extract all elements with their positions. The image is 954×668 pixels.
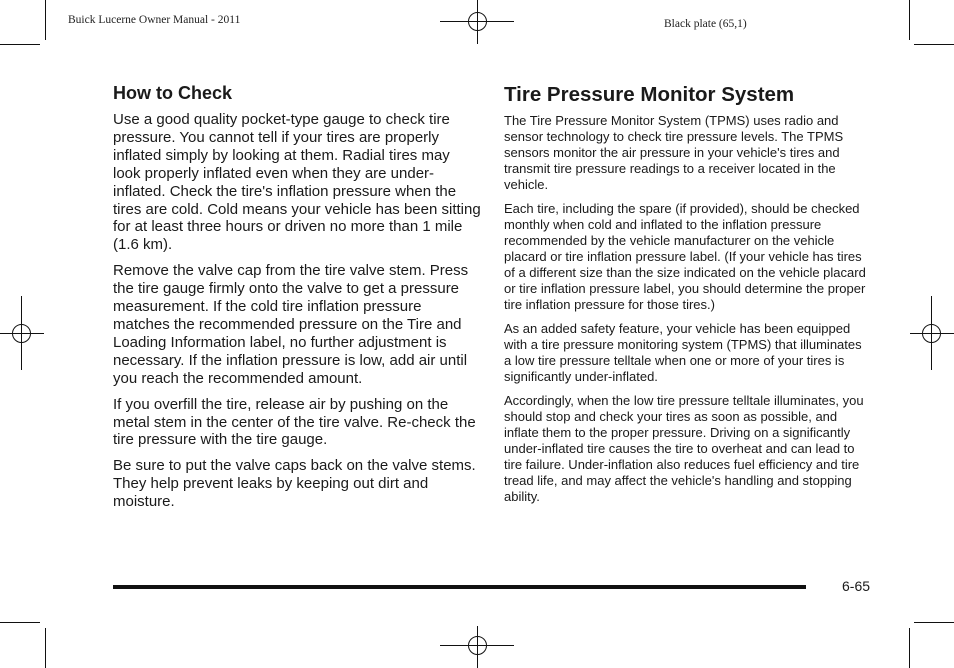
paragraph: Be sure to put the valve caps back on the valve stems. They help prevent leaks by keeping out dirt and moisture. [113, 457, 476, 511]
section-heading-how-to-check: How to Check [113, 83, 233, 103]
paragraph: The Tire Pressure Monitor System (TPMS) uses radio and sensor technology to check tire pressure levels. The TPMS sensors monitor the air pressure in your vehicle's tires and transmit tire pressure readings to a receiver located in the vehicle. [504, 113, 844, 192]
registration-mark-right [910, 296, 954, 370]
right-column [504, 82, 872, 513]
footer-rule [113, 585, 806, 589]
registration-mark-left [0, 296, 44, 370]
registration-mark-top [440, 0, 514, 46]
paragraph: As an added safety feature, your vehicle has been equipped with a tire pressure monitoring system (TPMS) that illuminates a low tire pressure telltale when one or more of your tires is significantly under-inflated. [504, 321, 862, 384]
header-document-title: Buick Lucerne Owner Manual - 2011 [68, 14, 241, 26]
left-column [113, 82, 481, 519]
paragraph: Remove the valve cap from the tire valve stem. Press the tire gauge firmly onto the valve to get a pressure measurement. If the cold tire inflation pressure matches the recommended pressure on the Tire and Loading Information label, no further adjustment is necessary. If the inflation pressure is low, add air until you reach the recommended amount. [113, 262, 469, 387]
registration-mark-bottom [440, 624, 514, 668]
paragraph: Accordingly, when the low tire pressure telltale illuminates, you should stop and check your tires as soon as possible, and inflate them to the proper pressure. Driving on a significantly under-inflated tire causes the tire to overheat and can lead to tire failure. Under-inflation also reduces fuel efficiency and tire tread life, and may affect the vehicle's handling and stopping ability. [504, 393, 864, 504]
paragraph: Use a good quality pocket-type gauge to check tire pressure. You cannot tell if your tires are properly inflated simply by looking at them. Radial tires may look properly inflated even when they are under-inflated. Check the tire's inflation pressure when the tires are cold. Cold means your vehicle has been sitting for at least three hours or driven no more than 1 mile (1.6 km). [113, 111, 481, 254]
section-heading-tpms: Tire Pressure Monitor System [504, 83, 795, 106]
paragraph: If you overfill the tire, release air by pushing on the metal stem in the center of the tire valve. Re-check the tire pressure with the tire gauge. [113, 395, 476, 449]
paragraph: Each tire, including the spare (if provided), should be checked monthly when cold and inflated to the inflation pressure recommended by the vehicle manufacturer on the vehicle placard or tire inflation pressure label. (If your vehicle has tires of a different size than the size indicated on the vehicle placard or tire inflation pressure label, you should determine the proper tire inflation pressure for those tires.) [504, 201, 866, 312]
header-plate-label: Black plate (65,1) [664, 18, 747, 30]
page-number: 6-65 [842, 578, 871, 594]
